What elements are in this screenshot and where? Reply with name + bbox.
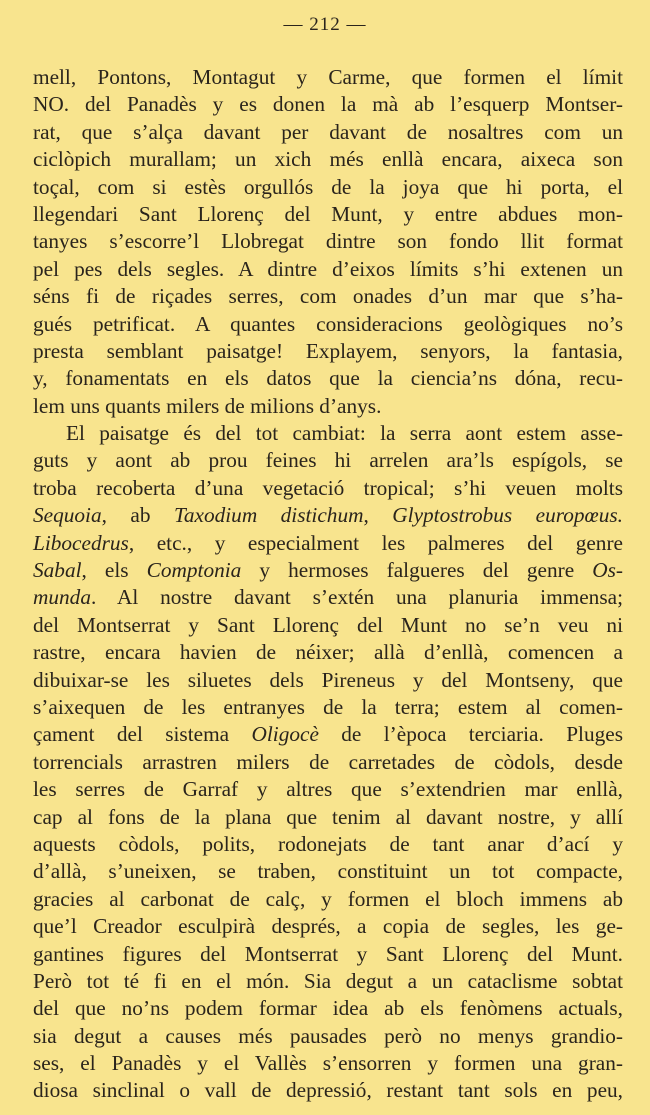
text-run: , ab: [101, 503, 174, 528]
text-run: s’aixequen de les entranyes de la terra; estem al comen-: [33, 694, 623, 719]
text-line: [33, 283, 623, 310]
text-line: [33, 201, 623, 228]
text-line: [33, 749, 623, 776]
text-line: [33, 995, 623, 1022]
italic-term: Oligocè: [251, 722, 319, 747]
text-line: [33, 393, 623, 420]
text-run: diosa sinclinal o vall de depressió, restant tant sols en peu,: [33, 1078, 623, 1103]
text-line: [33, 228, 623, 255]
text-line: [33, 968, 623, 995]
text-run: toçal, com si estès orgullós de la joya que hi porta, el: [33, 174, 623, 199]
text-run: del que no’ns podem formar idea ab els fenòmens actuals,: [33, 996, 623, 1021]
italic-term: Taxodium distichum: [173, 503, 364, 528]
text-run: les serres de Garraf y altres que s’extendrien mar enllà,: [33, 777, 623, 802]
text-line: [33, 667, 623, 694]
text-run: rat, que s’alça davant per davant de nosaltres com un: [33, 119, 623, 144]
text-line: [33, 311, 623, 338]
text-run: Però tot té fi en el món. Sia degut a un cataclisme sobtat: [33, 968, 623, 993]
text-line: [33, 502, 623, 529]
italic-term: Sabal: [33, 558, 82, 583]
body-text: [33, 64, 623, 1105]
text-line: [33, 639, 623, 666]
text-run: de l’època terciaria. Pluges: [318, 722, 623, 747]
text-line: [33, 858, 623, 885]
text-run: torrencials arrastren milers de carretades de còdols, desde: [33, 749, 623, 774]
text-line: [33, 941, 623, 968]
italic-term: Glyptostrobus europœus.: [392, 503, 623, 528]
text-run: gués petrificat. A quantes consideracions geològiques no’s: [33, 311, 623, 336]
text-line: [33, 1050, 623, 1077]
text-run: troba recoberta d’una vegetació tropical; s’hi veuen molts: [33, 475, 623, 500]
text-line: [33, 420, 623, 447]
text-run: presta semblant paisatge! Explayem, senyors, la fantasia,: [33, 338, 623, 363]
italic-term: munda: [33, 585, 91, 610]
text-line: [33, 694, 623, 721]
text-line: [33, 146, 623, 173]
italic-term: Comptonia: [146, 558, 242, 583]
text-run: El paisatge és del tot cambiat: la serra aont estem asse-: [66, 421, 623, 446]
text-line: [33, 447, 623, 474]
text-line: [33, 584, 623, 611]
text-line: [33, 365, 623, 392]
text-run: séns fi de riçades serres, com onades d’un mar que s’ha-: [33, 284, 623, 309]
text-line: [33, 913, 623, 940]
text-run: pel pes dels segles. A dintre d’eixos límits s’hi extenen un: [33, 256, 623, 281]
text-line: [33, 530, 623, 557]
text-line: [33, 557, 623, 584]
text-run: rastre, encara havien de néixer; allà d’enllà, comencen a: [33, 640, 623, 665]
text-line: [33, 119, 623, 146]
text-line: [33, 174, 623, 201]
text-line: [33, 338, 623, 365]
text-run: ciclòpich murallam; un xich més enllà encara, aixeca son: [33, 147, 623, 172]
text-run: cap al fons de la plana que tenim al davant nostre, y allí: [33, 804, 623, 829]
text-run: guts y aont ab prou feines hi arrelen ara’ls espígols, se: [33, 448, 623, 473]
text-run: dibuixar-se les siluetes dels Pireneus y del Montseny, que: [33, 667, 623, 692]
text-run: sia degut a causes més pausades però no menys grandio-: [33, 1023, 623, 1048]
text-run: tanyes s’escorre’l Llobregat dintre son fondo llit format: [33, 229, 623, 254]
text-run: aquests còdols, polits, rodonejats de tant anar d’ací y: [33, 831, 623, 856]
text-run: que’l Creador esculpirà després, a copia de segles, les ge-: [33, 914, 623, 939]
text-line: [33, 64, 623, 91]
text-line: [33, 804, 623, 831]
text-run: çament del sistema: [33, 722, 252, 747]
text-line: [33, 256, 623, 283]
text-run: , etc., y especialment les palmeres del genre: [128, 530, 623, 555]
text-run: gracies al carbonat de calç, y formen el bloch immens ab: [33, 886, 623, 911]
italic-term: Os-: [592, 558, 623, 583]
text-run: del Montserrat y Sant Llorenç del Munt no se’n veu ni: [33, 612, 623, 637]
text-line: [33, 475, 623, 502]
text-line: [33, 721, 623, 748]
text-run: lem uns quants milers de milions d’anys.: [33, 393, 382, 418]
italic-term: Sequoia: [33, 503, 102, 528]
text-line: [33, 831, 623, 858]
text-run: ses, el Panadès y el Vallès s’ensorren y formen una gran-: [33, 1051, 623, 1076]
text-line: [33, 612, 623, 639]
text-run: NO. del Panadès y es donen la mà ab l’esquerp Montser-: [33, 92, 623, 117]
text-run: gantines figures del Montserrat y Sant Llorenç del Munt.: [33, 941, 623, 966]
italic-term: Libocedrus: [33, 530, 129, 555]
text-line: [33, 91, 623, 118]
text-line: [33, 776, 623, 803]
text-line: [33, 1023, 623, 1050]
text-run: mell, Pontons, Montagut y Carme, que formen el límit: [33, 65, 623, 89]
text-run: d’allà, s’uneixen, se traben, constituint un tot compacte,: [33, 859, 623, 884]
text-line: [33, 1077, 623, 1104]
text-run: ,: [363, 503, 393, 528]
text-run: . Al nostre davant s’extén una planuria immensa;: [90, 585, 623, 610]
text-run: y hermoses falgueres del genre: [241, 558, 593, 583]
text-run: , els: [81, 558, 147, 583]
text-run: llegendari Sant Llorenç del Munt, y entre abdues mon-: [33, 201, 623, 226]
text-run: y, fonamentats en els datos que la ciencia’ns dóna, recu-: [33, 366, 623, 391]
text-line: [33, 886, 623, 913]
page-number: — 212 —: [283, 14, 367, 35]
